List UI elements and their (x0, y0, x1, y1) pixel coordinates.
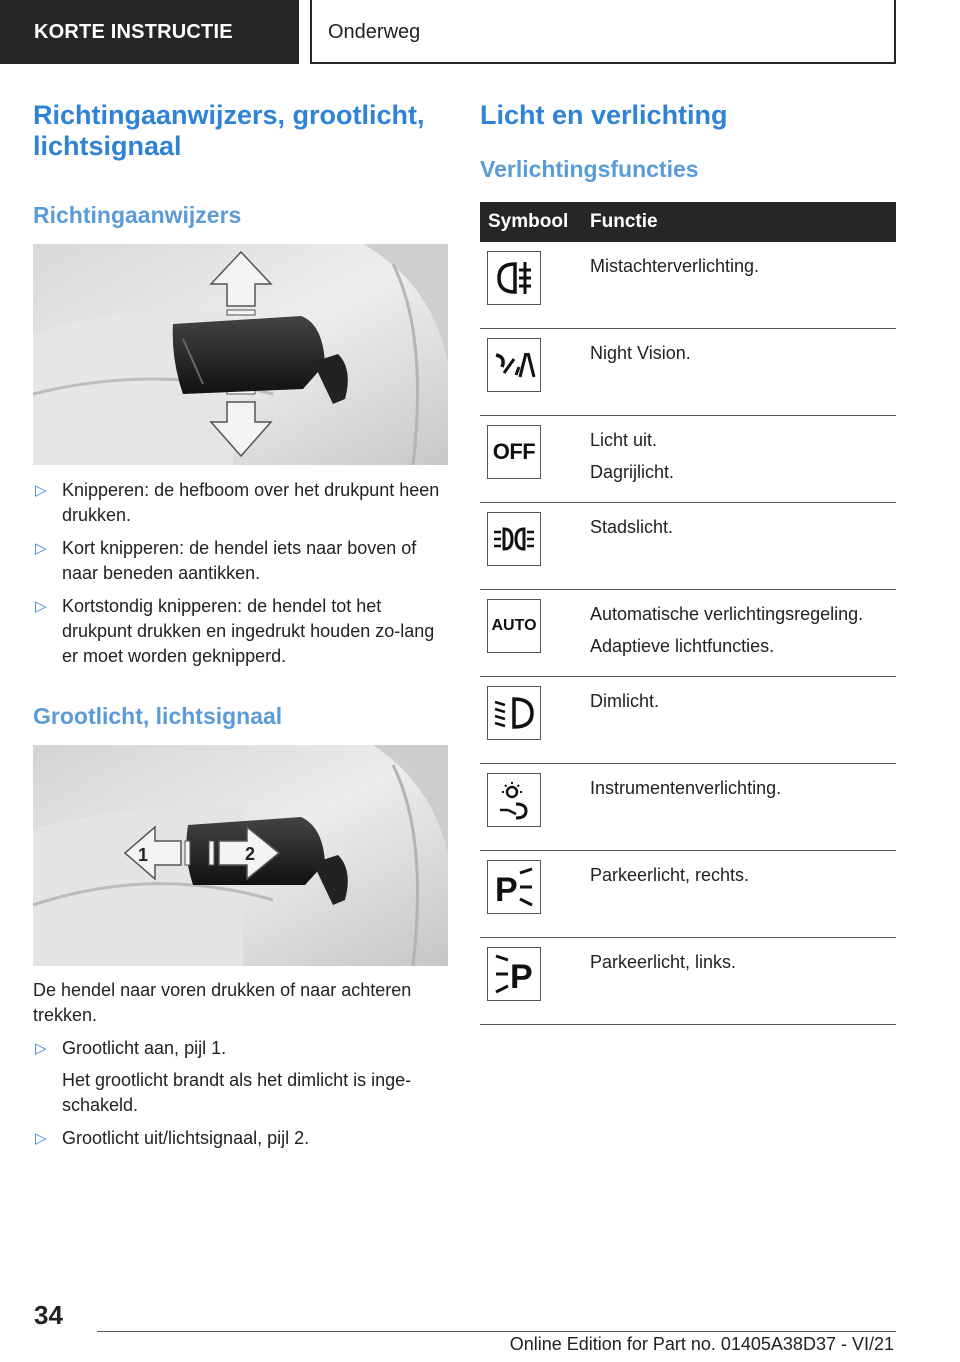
night-vision-icon (487, 338, 541, 392)
triangle-bullet-icon: ▷ (35, 1130, 47, 1147)
table-row (480, 242, 896, 329)
column-header-symbol: Symbool (480, 202, 590, 242)
table-row (480, 416, 896, 503)
lighting-title: Licht en verlichting (480, 100, 728, 130)
table-row (480, 329, 896, 416)
instrument-lighting-icon (487, 773, 541, 827)
column-header-function: Functie (590, 202, 896, 242)
side-lights-icon (487, 512, 541, 566)
list-item: ▷ Kortstondig knipperen: de hendel tot het drukpunt drukken en ingedrukt houden zo-lang er moet worden geknipperd. (35, 596, 435, 666)
function-text: Automatische verlichtingsregeling. (590, 604, 864, 624)
turn-signal-lever-photo (33, 244, 448, 465)
left-column (33, 100, 448, 1159)
function-text: Stadslicht. (590, 517, 674, 537)
page-number: 34 (34, 1300, 63, 1330)
subsection-title-turn-signals: Richtingaanwijzers (33, 202, 242, 228)
function-text: Dimlicht. (590, 691, 660, 711)
function-text: Licht uit. (590, 430, 658, 450)
table-row (480, 590, 896, 677)
section-title: Richtingaanwijzers, grootlicht, lichtsignaal (33, 100, 425, 161)
footer-divider (97, 1331, 896, 1332)
table-row (480, 764, 896, 851)
lighting-functions-subtitle: Verlichtingsfuncties (480, 156, 699, 182)
function-text: Dagrijlicht. (590, 462, 675, 482)
auto-icon: AUTO (487, 599, 541, 653)
svg-text:P: P (495, 871, 518, 907)
function-text: Parkeerlicht, rechts. (590, 865, 750, 885)
table-row (480, 938, 896, 1025)
function-text: Parkeerlicht, links. (590, 952, 737, 972)
low-beam-icon (487, 686, 541, 740)
arrow-label-1: 1 (138, 845, 149, 865)
parking-light-right-icon (487, 860, 541, 914)
triangle-bullet-icon: ▷ (35, 482, 47, 499)
chapter-tab[interactable]: Onderweg (310, 0, 896, 64)
list-item: ▷ Kort knipperen: de hendel iets naar boven of naar beneden aantikken. (35, 538, 417, 583)
function-text: Instrumentenverlichting. (590, 778, 782, 798)
table-row (480, 851, 896, 938)
subsection-title-high-beam: Grootlicht, lichtsignaal (33, 703, 283, 729)
right-column (480, 100, 896, 1025)
high-beam-paragraph: De hendel naar voren drukken of naar achteren trekken. (33, 980, 412, 1025)
svg-text:P: P (510, 958, 533, 994)
turn-signal-list (33, 478, 448, 669)
triangle-bullet-icon: ▷ (35, 540, 47, 557)
list-item: ▷ Knipperen: de hefboom over het drukpunt heen drukken. (35, 480, 440, 525)
rear-fog-light-icon (487, 251, 541, 305)
table-row (480, 503, 896, 590)
list-item: ▷ Grootlicht uit/lichtsignaal, pijl 2. (33, 1126, 448, 1151)
page-header (0, 0, 960, 66)
arrow-label-2: 2 (245, 844, 256, 864)
high-beam-lever-photo (33, 745, 448, 966)
function-text: Mistachterverlichting. (590, 256, 760, 276)
parking-light-left-icon (487, 947, 541, 1001)
triangle-bullet-icon: ▷ (35, 1040, 47, 1057)
list-item: ▷ Grootlicht aan, pijl 1. Het grootlicht brandt als het dimlicht is inge-schakeld. (35, 1038, 412, 1115)
table-header-row (480, 202, 896, 242)
function-text: Adaptieve lichtfuncties. (590, 636, 775, 656)
high-beam-list (33, 1036, 448, 1151)
function-text: Night Vision. (590, 343, 691, 363)
section-tab[interactable]: KORTE INSTRUCTIE (0, 0, 299, 64)
triangle-bullet-icon: ▷ (35, 598, 47, 615)
table-row (480, 677, 896, 764)
edition-text: Online Edition for Part no. 01405A38D37 - VI/21 (509, 1334, 894, 1354)
off-icon: OFF (487, 425, 541, 479)
lighting-functions-table (480, 202, 896, 1025)
